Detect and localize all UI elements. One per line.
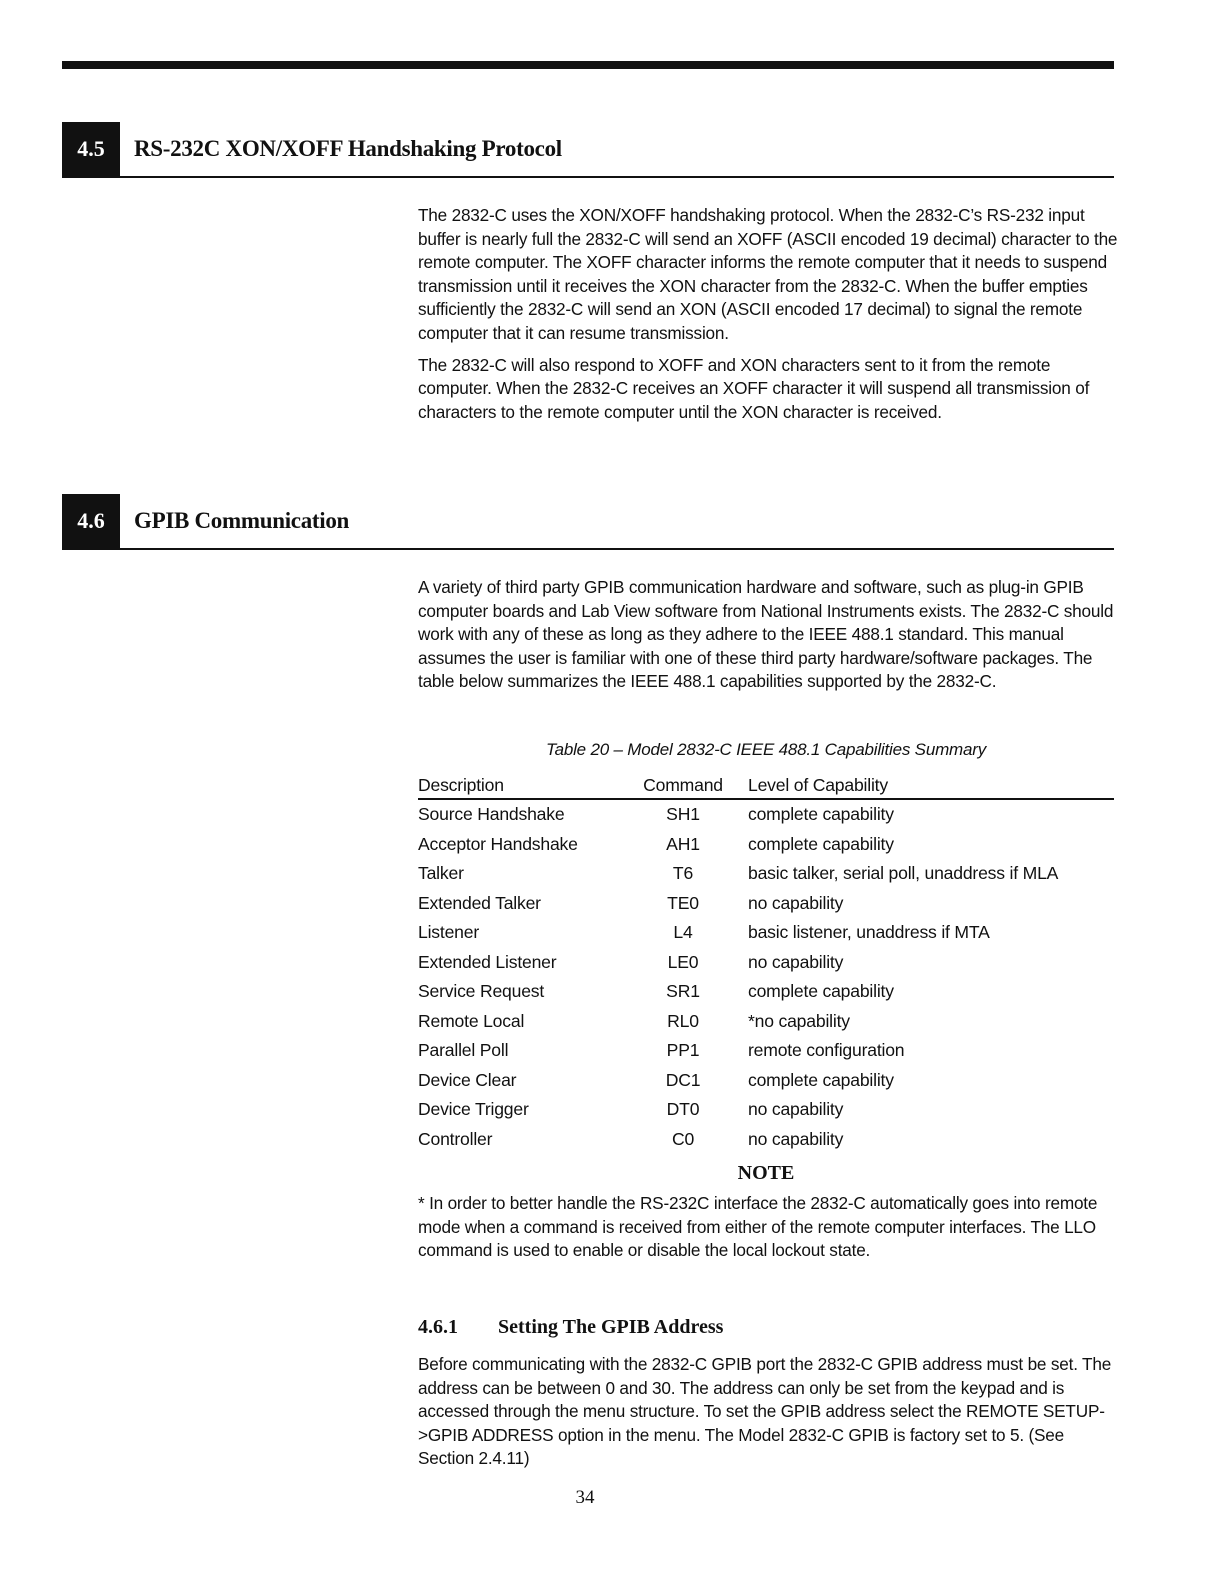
- cell-description: Parallel Poll: [418, 1040, 509, 1061]
- cell-description: Source Handshake: [418, 804, 565, 825]
- cell-command: PP1: [666, 1040, 700, 1061]
- cell-description: Listener: [418, 922, 479, 943]
- section-4-5-body: [418, 204, 1118, 432]
- cell-level: complete capability: [748, 981, 894, 1002]
- paragraph: The 2832-C will also respond to XOFF and XON characters sent to it from the remote computer. When the 2832-C receives an XOFF character it will suspend all transmission of characters to the remote computer until the XON character is received.: [418, 354, 1090, 422]
- cell-command: L4: [673, 922, 693, 943]
- cell-description: Controller: [418, 1128, 493, 1149]
- column-header: Description: [418, 772, 618, 799]
- cell-command: DT0: [666, 1099, 700, 1120]
- table-row: [418, 1036, 1114, 1066]
- table-row: [418, 1095, 1114, 1125]
- cell-description: Remote Local: [418, 1010, 525, 1031]
- note-title: NOTE: [737, 1162, 795, 1184]
- cell-command: LE0: [667, 951, 699, 972]
- cell-level: basic listener, unaddress if MTA: [748, 922, 990, 943]
- table-row: [418, 859, 1114, 889]
- table-caption: Table 20 – Model 2832-C IEEE 488.1 Capabilities Summary: [545, 740, 987, 759]
- section-header-4-6: [62, 494, 1114, 550]
- paragraph: The 2832-C uses the XON/XOFF handshaking protocol. When the 2832-C’s RS-232 input buffer is nearly full the 2832-C will send an XOFF (ASCII encoded 19 decimal) character to the remote computer. The XOFF character informs the remote computer that it needs to suspend transmission until it receives the XON character from the 2832-C. When the buffer empties sufficiently the 2832-C will send an XON (ASCII encoded 17 decimal) to signal the remote computer that it can resume transmission.: [418, 205, 1118, 343]
- table-row: [418, 918, 1114, 948]
- subsection-heading-4-6-1: [418, 1316, 723, 1339]
- cell-command: RL0: [667, 1010, 699, 1031]
- paragraph: A variety of third party GPIB communication hardware and software, such as plug-in GPIB computer boards and Lab View software from National Instruments exists. The 2832-C should work with any of these as long as they adhere to the IEEE 488.1 standard. This manual assumes the user is familiar with one of these third party hardware/software packages. The table below summarizes the IEEE 488.1 capabilities supported by the 2832-C.: [418, 577, 1114, 692]
- table-header-row: [418, 772, 1114, 799]
- table-row: [418, 1066, 1114, 1096]
- capabilities-table: [418, 772, 1114, 1154]
- cell-level: no capability: [748, 951, 844, 972]
- cell-level: no capability: [748, 1099, 844, 1120]
- cell-level: complete capability: [748, 833, 894, 854]
- page-number: 34: [575, 1487, 595, 1508]
- cell-command: T6: [672, 863, 694, 884]
- section-4-6-body: [418, 576, 1118, 702]
- section-title: GPIB Communication: [134, 508, 350, 533]
- cell-level: *no capability: [748, 1010, 850, 1031]
- cell-command: DC1: [665, 1069, 701, 1090]
- section-header-4-5: [62, 122, 1114, 178]
- cell-description: Device Clear: [418, 1069, 517, 1090]
- cell-description: Extended Talker: [418, 892, 541, 913]
- cell-level: complete capability: [748, 1069, 894, 1090]
- table-row: [418, 889, 1114, 919]
- cell-description: Acceptor Handshake: [418, 833, 578, 854]
- table-row: [418, 1007, 1114, 1037]
- section-title: RS-232C XON/XOFF Handshaking Protocol: [134, 136, 562, 161]
- cell-command: TE0: [667, 892, 699, 913]
- section-number: 4.5: [62, 122, 120, 176]
- subsection-4-6-1-body: [418, 1353, 1118, 1479]
- note-text: * In order to better handle the RS-232C interface the 2832-C automatically goes into remote mode when a command is received from either of the remote computer interfaces. The LLO command is used to enable or disable the local lockout state.: [418, 1193, 1098, 1261]
- cell-level: basic talker, serial poll, unaddress if MLA: [748, 863, 1059, 884]
- cell-level: no capability: [748, 892, 844, 913]
- cell-description: Talker: [418, 863, 464, 884]
- table-row: [418, 977, 1114, 1007]
- cell-level: no capability: [748, 1128, 844, 1149]
- table-row: [418, 830, 1114, 860]
- table-row: [418, 948, 1114, 978]
- cell-level: remote configuration: [748, 1040, 905, 1061]
- subsection-title: Setting The GPIB Address: [498, 1316, 724, 1338]
- subsection-number: 4.6.1: [418, 1316, 458, 1338]
- top-rule: [62, 61, 1114, 69]
- table-row: [418, 1125, 1114, 1155]
- cell-command: AH1: [666, 833, 700, 854]
- cell-command: C0: [671, 1128, 695, 1149]
- section-number: 4.6: [62, 494, 120, 548]
- cell-command: SR1: [666, 981, 700, 1002]
- note-body: [418, 1192, 1118, 1271]
- column-header: Command: [618, 772, 748, 799]
- cell-description: Extended Listener: [418, 951, 557, 972]
- cell-description: Device Trigger: [418, 1099, 529, 1120]
- table-row: [418, 799, 1114, 830]
- cell-command: SH1: [666, 804, 700, 825]
- cell-description: Service Request: [418, 981, 545, 1002]
- column-header: Level of Capability: [748, 772, 1114, 799]
- paragraph: Before communicating with the 2832-C GPIB port the 2832-C GPIB address must be set. The address can be between 0 and 30. The address can only be set from the keypad and is accessed through the menu structure. To set the GPIB address select the REMOTE SETUP->GPIB ADDRESS option in the menu. The Model 2832-C GPIB is factory set to 5. (See Section 2.4.11): [418, 1354, 1112, 1469]
- cell-level: complete capability: [748, 804, 894, 825]
